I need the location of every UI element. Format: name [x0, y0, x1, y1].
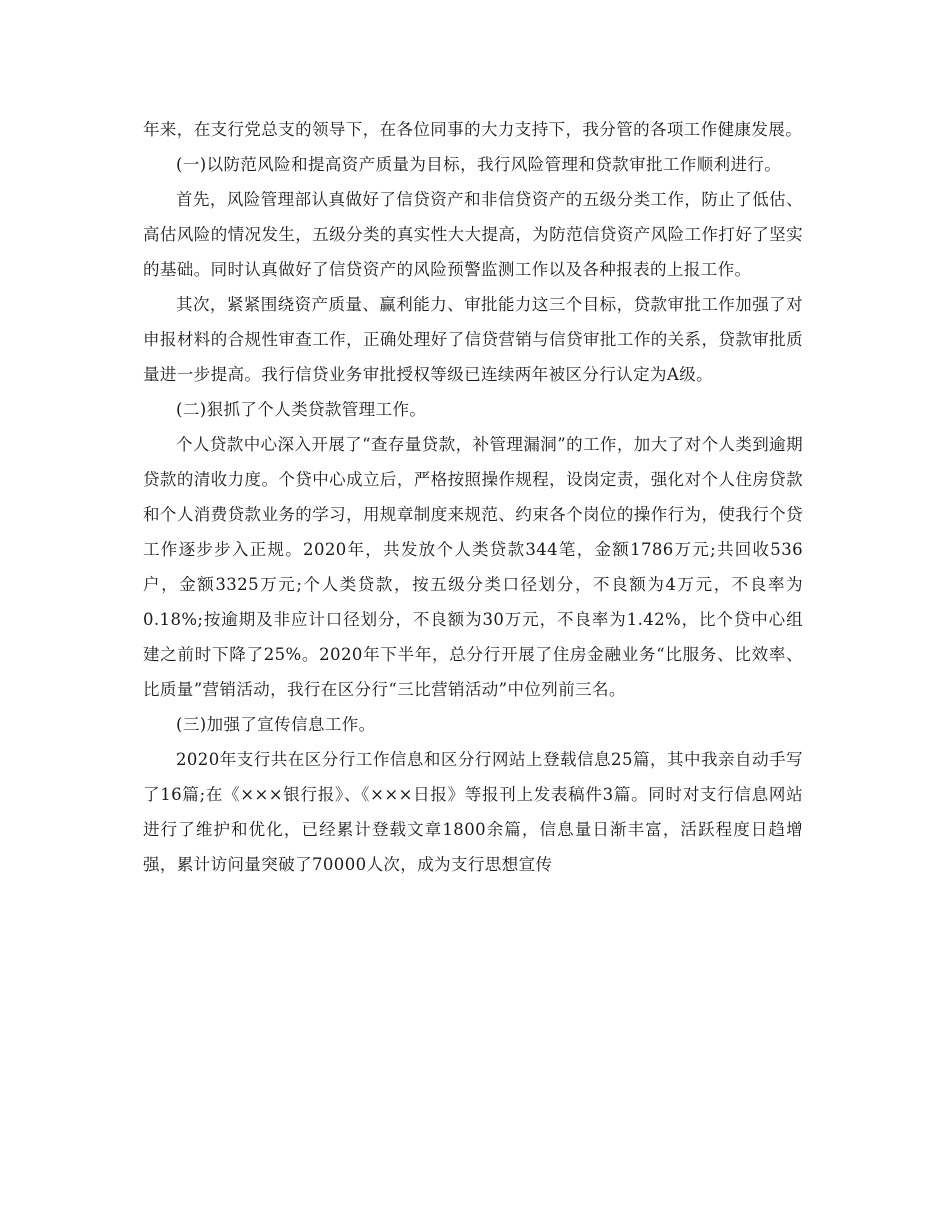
paragraph-publicity-info: 2020年支行共在区分行工作信息和区分行网站上登载信息25篇，其中我亲自动手写了16篇;在《×××银行报》、《×××日报》等报刊上发表稿件3篇。同时对支行信息网站进行了维护和优化，已经累计登载文章1800余篇，信息量日渐丰富，活跃程度日趋增强，累计访问量突破了70000人次，成为支行思想宣传	[143, 750, 803, 874]
document-body	[143, 112, 803, 882]
paragraph-risk-classification: 首先，风险管理部认真做好了信贷资产和非信贷资产的五级分类工作，防止了低估、高估风险的情况发生，五级分类的真实性大大提高，为防范信贷资产风险工作打好了坚实的基础。同时认真做好了信贷资产的风险预警监测工作以及各种报表的上报工作。	[143, 190, 803, 279]
paragraph-personal-loan-center: 个人贷款中心深入开展了“查存量贷款，补管理漏洞”的工作，加大了对个人类到逾期贷款的清收力度。个贷中心成立后，严格按照操作规程，设岗定责，强化对个人住房贷款和个人消费贷款业务的学习，用规章制度来规范、约束各个岗位的操作行为，使我行个贷工作逐步步入正规。2020年，共发放个人类贷款344笔，金额1786万元;共回收536户，金额3325万元;个人类贷款，按五级分类口径划分，不良额为4万元，不良率为0.18%;按逾期及非应计口径划分，不良额为30万元，不良率为1.42%，比个贷中心组建之前时下降了25%。2020年下半年，总分行开展了住房金融业务“比服务、比效率、比质量”营销活动，我行在区分行“三比营销活动”中位列前三名。	[143, 435, 803, 699]
section-heading-risk-management: (一)以防范风险和提高资产质量为目标，我行风险管理和贷款审批工作顺利进行。	[176, 155, 782, 174]
paragraph-loan-approval: 其次，紧紧围绕资产质量、赢利能力、审批能力这三个目标，贷款审批工作加强了对申报材料的合规性审查工作，正确处理好了信贷营销与信贷审批工作的关系，贷款审批质量进一步提高。我行信贷业务审批授权等级已连续两年被区分行认定为A级。	[143, 295, 803, 384]
section-heading-publicity: (三)加强了宣传信息工作。	[176, 715, 376, 734]
paragraph-intro-continued: 年来，在支行党总支的领导下，在各位同事的大力支持下，我分管的各项工作健康发展。	[143, 120, 803, 139]
section-heading-personal-loans: (二)狠抓了个人类贷款管理工作。	[176, 400, 427, 419]
